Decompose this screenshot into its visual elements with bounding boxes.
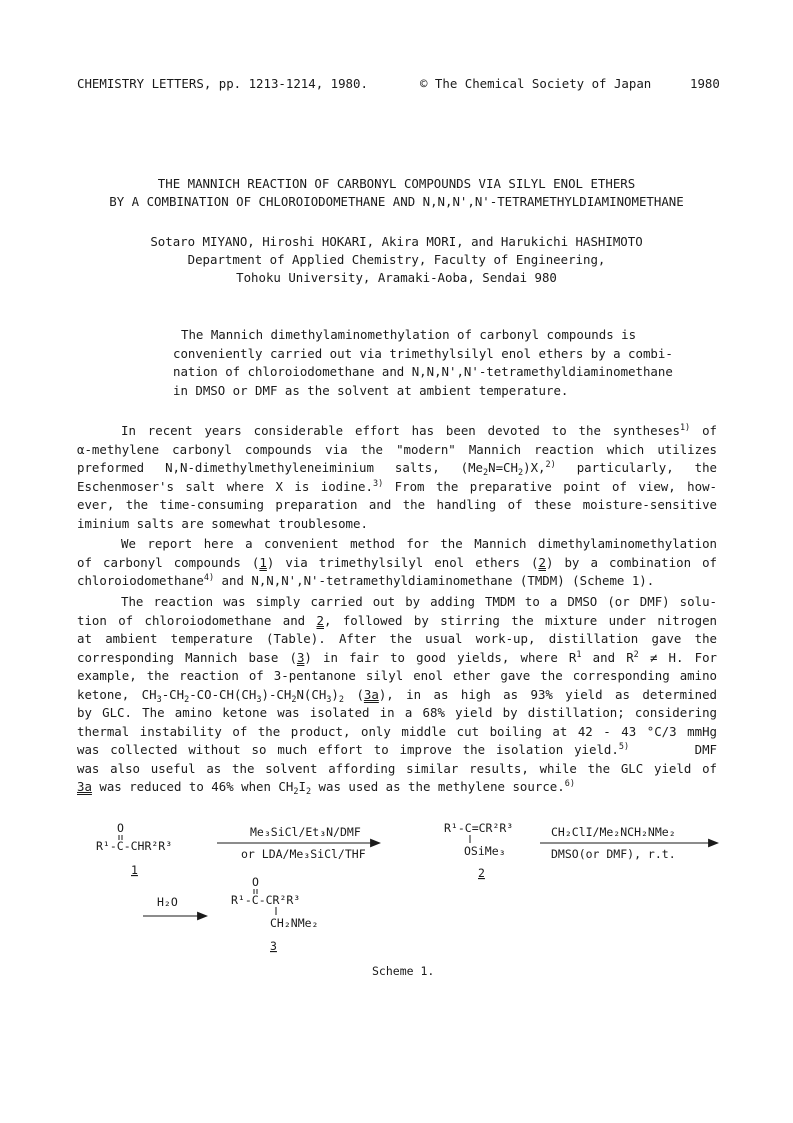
abstract-line: in DMSO or DMF as the solvent at ambient temperature. [173,382,569,398]
compound-3-label: 3 [270,939,277,953]
compound-3-substituent: CH₂NMe₂ [270,916,319,930]
body-line: ever, the time-consuming preparation and the handling of these moisture-sensitive [77,497,717,512]
compound-1-label: 1 [131,863,138,877]
body-line: thermal instability of the product, only middle cut boiling at 42 - 43 °C/3 mmHg [77,723,717,739]
journal-citation: CHEMISTRY LETTERS, pp. 1213-1214, 1980. [77,76,368,91]
scheme-caption: Scheme 1. [372,964,435,978]
body-line: example, the reaction of 3-pentanone silyl enol ether gave the corresponding amino [77,668,717,683]
body-line: was also useful as the solvent affording similar results, while the GLC yield of [77,760,717,776]
compound-2-substituent: OSiMe₃ [464,844,506,858]
reagent-2-top: CH₂ClI/Me₂NCH₂NMe₂ [551,825,676,839]
body-line: We report here a convenient method for the Mannich dimethylaminomethylation [121,536,717,551]
body-line: corresponding Mannich base (3) in fair to good yields, where $R^1$ and $R^2 \ne H$. For [77,649,717,665]
body-line: at ambient temperature (Table). After the usual work-up, distillation gave the [77,631,717,646]
body-line: was collected without so much effort to improve the isolation yield.$^{5)}$ DMF [77,742,717,757]
body-line: In recent years considerable effort has been devoted to the syntheses$^{1)}$ of [121,423,717,438]
compound-3-oxygen: O [252,875,259,889]
body-line: Eschenmoser's salt where X is iodine.$^{3)}$ From the preparative point of view, how- [77,478,717,494]
reagent-1-bottom: or LDA/Me₃SiCl/THF [241,847,366,861]
reagent-1-top: Me₃SiCl/Et₃N/DMF [250,825,361,839]
compound-1: R¹-C-CHR²R³ [96,839,173,853]
authors: Sotaro MIYANO, Hiroshi HOKARI, Akira MORI, and Harukichi HASHIMOTO [150,234,643,249]
abstract-line: nation of chloroiodomethane and N,N,N',N'-tetramethyldiaminomethane [173,364,673,380]
compound-2: R¹-C=CR²R³ [444,821,514,835]
body-line: of carbonyl compounds (1) via trimethylsilyl enol ethers (2) by a combination of [77,554,718,570]
reagent-3: H₂O [157,895,178,909]
copyright-line: © The Chemical Society of Japan [420,76,652,91]
body-line: by GLC. The amino ketone was isolated in a 68% yield by distillation; considering [77,705,717,720]
abstract-line: conveniently carried out via trimethylsilyl enol ethers by a combi- [173,345,673,361]
abstract-line: The Mannich dimethylaminomethylation of carbonyl compounds is [181,327,637,342]
reagent-2-bottom: DMSO(or DMF), r.t. [551,847,676,861]
title-line-2: BY A COMBINATION OF CHLOROIODOMETHANE AND N,N,N',N'-TETRAMETHYLDIAMINOMETHANE [109,194,684,209]
body-line: preformed N,N-dimethylmethyleneiminium salts, $(Me_2N=CH_2)X,^{2)}$ particularly, the [77,460,718,478]
body-line: tion of chloroiodomethane and 2, followed by stirring the mixture under nitrogen [77,612,718,628]
compound-2-label: 2 [478,866,485,880]
body-line: 3a was reduced to 46% when $CH_2I_2$ was used as the methylene source.$^{6)}$ [77,779,575,797]
header-year: 1980 [690,76,720,91]
title-line-1: THE MANNICH REACTION OF CARBONYL COMPOUNDS VIA SILYL ENOL ETHERS [157,176,636,191]
body-line: ketone, $CH_3-CH_2-CO-CH(CH_3)-CH_2N(CH_3)_2$ (3a), in as high as 93% yield as determined [77,686,717,705]
affiliation-line-1: Department of Applied Chemistry, Faculty of Engineering, [187,252,606,267]
affiliation-line-2: Tohoku University, Aramaki-Aoba, Sendai 980 [236,270,557,285]
body-line: α-methylene carbonyl compounds via the "modern" Mannich reaction which utilizes [77,441,717,457]
compound-1-oxygen: O [117,821,124,835]
body-line: chloroiodomethane$^{4)}$ and N,N,N',N'-tetramethyldiaminomethane (TMDM) (Scheme 1). [77,573,655,588]
body-line: iminium salts are somewhat troublesome. [77,515,368,531]
compound-3: R¹-C-CR²R³ [231,893,301,907]
body-line: The reaction was simply carried out by adding TMDM to a DMSO (or DMF) solu- [121,594,717,609]
